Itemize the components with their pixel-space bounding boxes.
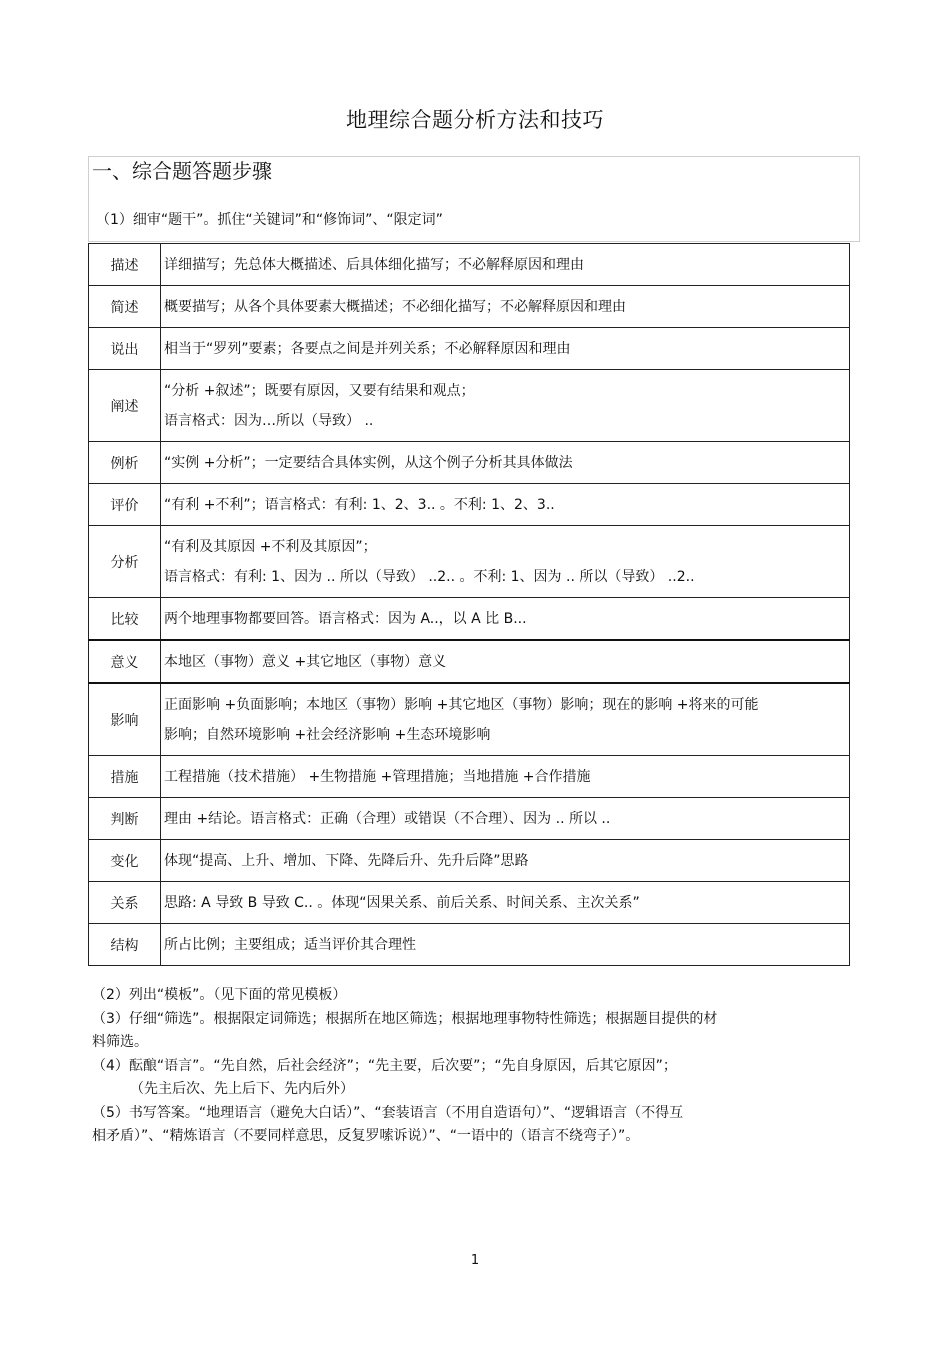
step-5-text: （5）书写答案。“地理语言（避免大白话）”、“套装语言（不用自造语句）”、“逻辑语言（不得互 xyxy=(92,1104,684,1121)
desc-cell: 理由 +结论。语言格式：正确（合理）或错误（不合理）、因为 .. 所以 .. xyxy=(161,798,850,840)
table-row xyxy=(89,924,850,966)
step-1-text: （1）细审“题干”。抓住“关键词”和“修饰词”、“限定词” xyxy=(96,212,443,228)
table-row xyxy=(89,484,850,526)
step-4-text: （4）酝酿“语言”。“先自然，后社会经济”；“先主要，后次要”；“先自身原因，后其它原因”； xyxy=(92,1057,677,1074)
steps-notes xyxy=(92,984,792,1149)
term-cell: 措施 xyxy=(89,756,161,798)
page-title: 地理综合题分析方法和技巧 xyxy=(346,108,604,132)
table-row xyxy=(89,286,850,328)
step-2-text: （2）列出“模板”。（见下面的常见模板） xyxy=(92,987,347,1003)
table-row xyxy=(89,683,850,756)
table-row xyxy=(89,840,850,882)
step-3-text-cont: 料筛选。 xyxy=(92,1034,148,1050)
term-cell: 阐述 xyxy=(89,370,161,442)
table-row xyxy=(89,798,850,840)
term-cell: 评价 xyxy=(89,484,161,526)
term-cell: 结构 xyxy=(89,924,161,966)
desc-cell: 正面影响 +负面影响；本地区（事物）影响 +其它地区（事物）影响；现在的影响 +将来的可能 影响；自然环境影响 +社会经济影响 +生态环境影响 xyxy=(161,683,850,756)
term-cell: 判断 xyxy=(89,798,161,840)
page-number: 1 xyxy=(470,1253,480,1268)
desc-cell: 两个地理事物都要回答。语言格式：因为 A..，以 A 比 B... xyxy=(161,598,850,641)
term-cell: 简述 xyxy=(89,286,161,328)
desc-cell: 工程措施（技术措施） +生物措施 +管理措施；当地措施 +合作措施 xyxy=(161,756,850,798)
desc-cell: 相当于“罗列”要素；各要点之间是并列关系；不必解释原因和理由 xyxy=(161,328,850,370)
term-cell: 变化 xyxy=(89,840,161,882)
section-heading: 一、综合题答题步骤 xyxy=(92,159,272,183)
desc-cell: “实例 +分析”；一定要结合具体实例，从这个例子分析其具体做法 xyxy=(161,442,850,484)
term-cell: 关系 xyxy=(89,882,161,924)
step-5-text-cont: 相矛盾）”、“精炼语言（不要同样意思，反复罗嗦诉说）”、“一语中的（语言不绕弯子）”。 xyxy=(92,1128,640,1144)
term-cell: 意义 xyxy=(89,640,161,683)
table-row xyxy=(89,328,850,370)
table-row xyxy=(89,370,850,442)
table-row xyxy=(89,244,850,286)
step-4-text-cont: （先主后次、先上后下、先内后外） xyxy=(130,1081,354,1097)
table-row xyxy=(89,882,850,924)
table-row xyxy=(89,598,850,641)
desc-cell: 所占比例；主要组成；适当评价其合理性 xyxy=(161,924,850,966)
term-cell: 说出 xyxy=(89,328,161,370)
desc-cell: 体现“提高、上升、增加、下降、先降后升、先升后降”思路 xyxy=(161,840,850,882)
desc-cell: 本地区（事物）意义 +其它地区（事物）意义 xyxy=(161,640,850,683)
table-row xyxy=(89,526,850,598)
desc-cell: 概要描写；从各个具体要素大概描述；不必细化描写；不必解释原因和理由 xyxy=(161,286,850,328)
table-row xyxy=(89,442,850,484)
desc-cell: “有利及其原因 +不利及其原因”； 语言格式：有利: 1、因为 .. 所以（导致） ..2.. 。不利: 1、因为 .. 所以（导致） ..2.. xyxy=(161,526,850,598)
term-cell: 分析 xyxy=(89,526,161,598)
term-cell: 影响 xyxy=(89,683,161,756)
desc-cell: “有利 +不利”；语言格式：有利: 1、2、3.. 。不利: 1、2、3.. xyxy=(161,484,850,526)
term-cell: 例析 xyxy=(89,442,161,484)
desc-cell: “分析 +叙述”；既要有原因，又要有结果和观点； 语言格式：因为…所以（导致） .. xyxy=(161,370,850,442)
desc-cell: 思路: A 导致 B 导致 C.. 。体现“因果关系、前后关系、时间关系、主次关系” xyxy=(161,882,850,924)
terms-table xyxy=(88,243,850,966)
desc-cell: 详细描写；先总体大概描述、后具体细化描写；不必解释原因和理由 xyxy=(161,244,850,286)
term-cell: 比较 xyxy=(89,598,161,641)
step-3-text: （3）仔细“筛选”。根据限定词筛选；根据所在地区筛选；根据地理事物特性筛选；根据题目提供的材 xyxy=(92,1010,718,1027)
table-row xyxy=(89,756,850,798)
table-row xyxy=(89,640,850,683)
term-cell: 描述 xyxy=(89,244,161,286)
